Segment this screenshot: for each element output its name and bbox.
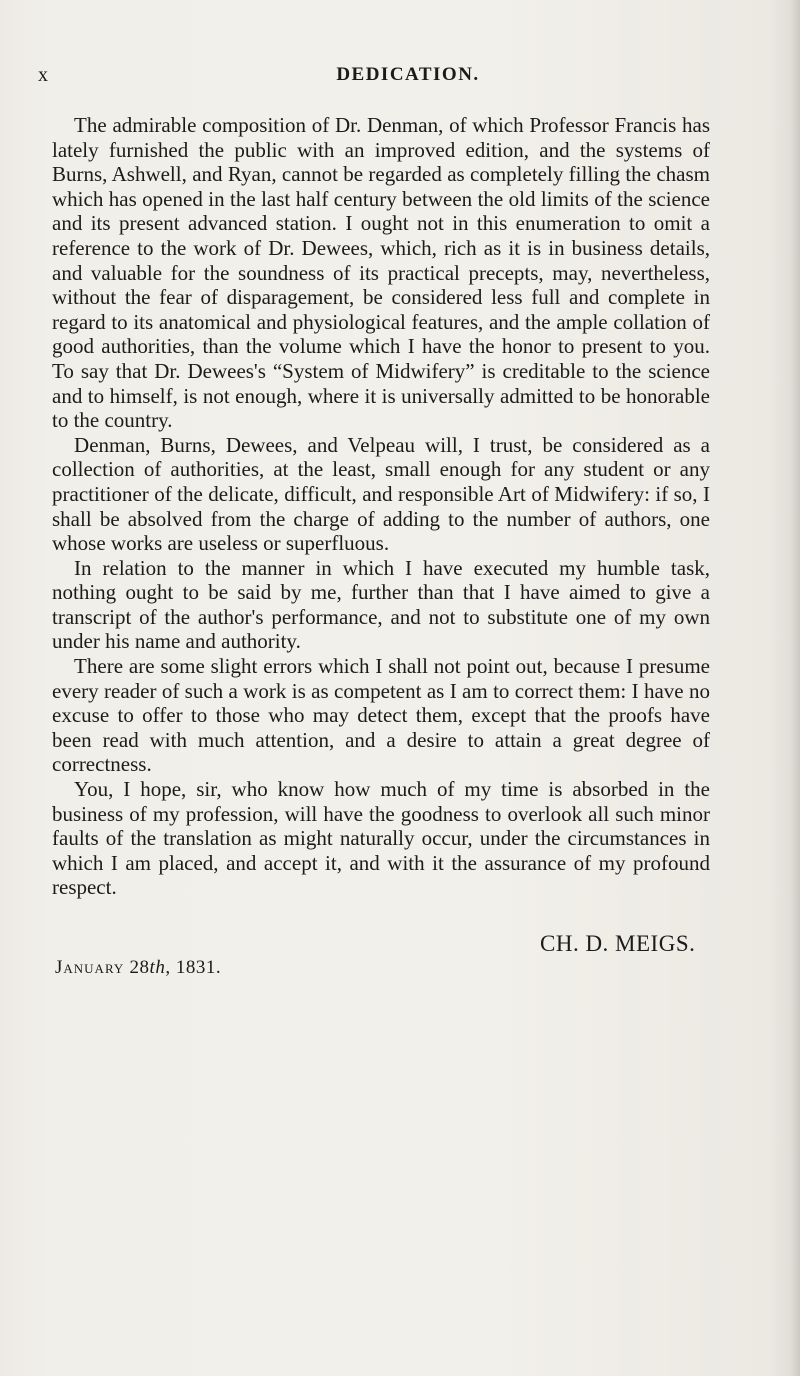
date-day-suffix: th [149, 957, 166, 978]
running-head: DEDICATION. [336, 64, 480, 85]
page-number: x [38, 64, 49, 86]
paragraph-2: Denman, Burns, Dewees, and Velpeau will, I trust, be considered as a collection of authorities, at the least, small enough for any student or any practitioner of the delicate, difficult, and responsible Art of Midwifery: if so, I shall be absolved from the charge of adding to the number of authors, one whose works are useless or superfluous. [52, 432, 710, 556]
date-month: January [55, 957, 125, 978]
signature: CH. D. MEIGS. [540, 931, 696, 956]
page-edge-shadow [790, 0, 800, 1376]
paragraph-1: The admirable composition of Dr. Denman, of which Professor Francis has lately furnished the public with an improved edition, and the systems of Burns, Ashwell, and Ryan, cannot be regarded as completely filling the chasm which has opened in the last half century between the old limits of the science and its present advanced station. I ought not in this enumeration to omit a reference to the work of Dr. Dewees, which, rich as it is in business details, and valuable for the soundness of its practical precepts, may, nevertheless, without the fear of disparagement, be considered less full and complete in regard to its anatomical and physiological features, and the ample collation of good authorities, than the volume which I have the honor to present to you. To say that Dr. Dewees's “System of Midwifery” is creditable to the science and to himself, is not enough, where it is universally admitted to be honorable to the country. [52, 113, 710, 433]
dateline [55, 957, 221, 979]
page-header [38, 64, 738, 88]
paragraph-5: You, I hope, sir, who know how much of my time is absorbed in the business of my profession, will have the goodness to overlook all such minor faults of the translation as might naturally occur, under the circumstances in which I am placed, and accept it, and with it the assurance of my profound respect. [52, 777, 710, 900]
date-day: 28 [129, 957, 150, 978]
paragraph-4: There are some slight errors which I shall not point out, because I presume every reader of such a work is as competent as I am to correct them: I have no excuse to offer to those who may detect them, except that the proofs have been read with much attention, and a desire to attain a great degree of correctness. [52, 654, 710, 777]
date-year: , 1831. [165, 957, 222, 978]
dedication-body [52, 113, 710, 900]
paragraph-3: In relation to the manner in which I have executed my humble task, nothing ought to be said by me, further than that I have aimed to give a transcript of the author's performance, and not to substitute one of my own under his name and authority. [52, 555, 710, 654]
